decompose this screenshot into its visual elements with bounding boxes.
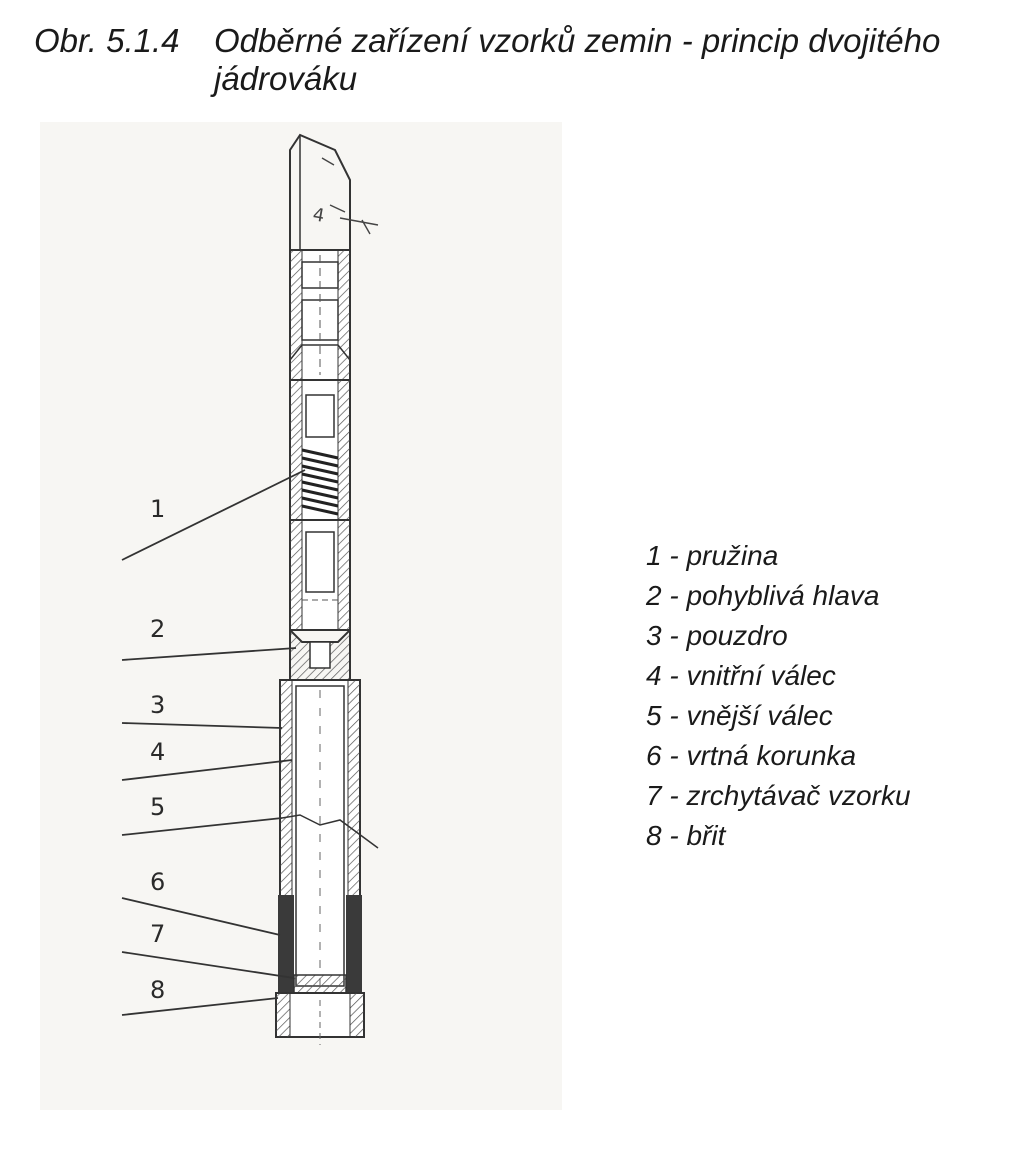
figure-title: Odběrné zařízení vzorků zemin - princip dvojitého jádrováku (214, 22, 941, 97)
spring-housing (290, 380, 350, 520)
callout-8: 8 (150, 976, 166, 1004)
legend-item-cutting-edge: 8 - břit (646, 820, 726, 851)
parts-legend (646, 536, 1016, 856)
core-barrel-drawing (40, 122, 562, 1110)
upper-coupling (290, 250, 350, 380)
legend-item-inner-cylinder: 4 - vnitřní válec (646, 660, 836, 691)
legend-item-drill-crown: 6 - vrtná korunka (646, 740, 857, 771)
legend-item-outer-cylinder: 5 - vnější válec (646, 700, 833, 731)
legend-item-sleeve: 3 - pouzdro (646, 620, 788, 651)
guide-block (290, 520, 350, 630)
callout-3: 3 (150, 691, 166, 719)
callout-6: 6 (150, 868, 166, 896)
figure-number: Obr. 5.1.4 (34, 22, 180, 59)
legend-item-spring: 1 - pružina (646, 540, 779, 571)
svg-text:4: 4 (311, 204, 327, 227)
callout-2: 2 (150, 615, 166, 643)
callout-7: 7 (150, 920, 166, 948)
callout-4: 4 (150, 738, 166, 766)
legend-item-movable-head: 2 - pohyblivá hlava (646, 580, 880, 611)
legend-item-sample-catcher: 7 - zrchytávač vzorku (646, 780, 911, 811)
barrel-body (280, 680, 378, 1000)
drill-rod-top (290, 135, 378, 250)
callout-5: 5 (150, 793, 166, 821)
movable-head (290, 630, 350, 680)
callout-1: 1 (150, 495, 166, 523)
